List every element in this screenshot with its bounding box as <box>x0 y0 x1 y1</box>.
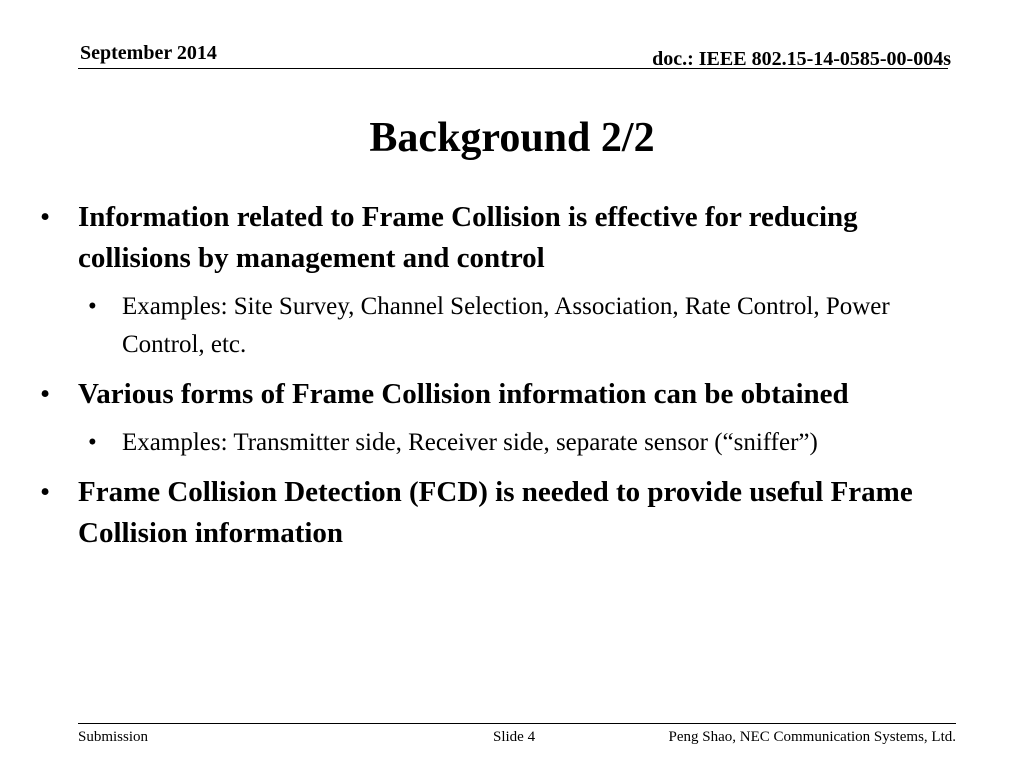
sub-bullet-2 <box>40 424 975 462</box>
slide-title: Background 2/2 <box>369 115 655 161</box>
header-date: September 2014 <box>80 42 217 64</box>
footer-slide-number: Slide 4 <box>493 729 536 745</box>
sub-bullet-2-text: Examples: Transmitter side, Receiver side, separate sensor (“sniffer”) <box>122 429 818 456</box>
bullet-1-text: Information related to Frame Collision is effective for reducing collisions by management and control <box>78 201 858 274</box>
sub-bullet-1 <box>40 288 975 364</box>
bullet-3-text: Frame Collision Detection (FCD) is needed to provide useful Frame Collision information <box>78 476 913 549</box>
footer-divider <box>78 723 956 724</box>
footer-author: Peng Shao, NEC Communication Systems, Ltd. <box>668 729 956 745</box>
bullet-2 <box>40 374 975 415</box>
sub-bullet-1-text: Examples: Site Survey, Channel Selection, Association, Rate Control, Power Control, etc. <box>122 293 890 358</box>
bullet-2-text: Various forms of Frame Collision information can be obtained <box>78 378 849 410</box>
sub-bullet-dot: • <box>88 429 97 456</box>
sub-bullet-dot: • <box>88 293 97 320</box>
header-divider <box>78 68 948 69</box>
footer-submission: Submission <box>78 729 149 745</box>
bullet-dot: • <box>40 201 51 233</box>
bullet-1 <box>40 197 975 279</box>
slide-content <box>40 197 975 554</box>
bullet-dot: • <box>40 378 51 410</box>
bullet-3 <box>40 472 975 554</box>
header-doc-id: doc.: IEEE 802.15-14-0585-00-004s <box>652 48 951 70</box>
bullet-dot: • <box>40 476 51 508</box>
